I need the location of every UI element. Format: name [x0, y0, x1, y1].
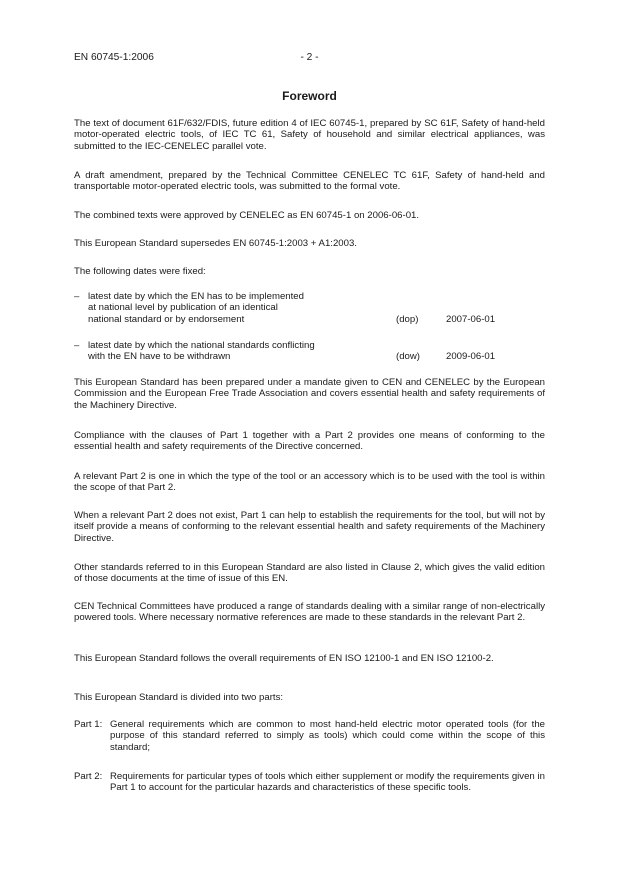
- date-code: (dow): [396, 351, 420, 363]
- part-label: Part 2:: [74, 771, 103, 782]
- paragraph-13: This European Standard is divided into two parts:: [74, 692, 284, 703]
- dash-bullet: –: [74, 291, 80, 302]
- paragraph-2: A draft amendment, prepared by the Technical Committee CENELEC TC 61F, Safety of hand-held and transportable motor-operated electric tools, was submitted to the formal vote.: [74, 170, 545, 193]
- date-description-line: with the EN have to be withdrawn: [88, 351, 231, 363]
- paragraph-3: The combined texts were approved by CENELEC as EN 60745-1 on 2006-06-01.: [74, 210, 420, 221]
- paragraph-5: The following dates were fixed:: [74, 266, 206, 277]
- part-label: Part 1:: [74, 719, 103, 730]
- date-description-line: latest date by which the national standards conflicting: [88, 340, 315, 351]
- paragraph-9: When a relevant Part 2 does not exist, Part 1 can help to establish the requirements for the tool, but will not by itself provide a means of conforming to the relevant essential health and safety requirements of the Machinery Directive.: [74, 510, 545, 544]
- date-item-dow: [74, 340, 545, 364]
- part-1-item: [74, 719, 545, 755]
- paragraph-11: CEN Technical Committees have produced a range of standards dealing with a similar range of non-electrically powered tools. Where necessary normative references are made to these standards in the relevant Part 2.: [74, 601, 545, 624]
- paragraph-6: This European Standard has been prepared under a mandate given to CEN and CENELEC by the European Commission and the European Free Trade Association and covers essential health and safety requirements of the Machinery Directive.: [74, 377, 545, 411]
- paragraph-7: Compliance with the clauses of Part 1 together with a Part 2 provides one means of conforming to the essential health and safety requirements of the Directive concerned.: [74, 430, 545, 453]
- part-description: General requirements which are common to most hand-held electric motor operated tools (for the purpose of this standard referred to simply as tools) which could come within the scope of this standard;: [110, 719, 545, 753]
- dash-bullet: –: [74, 340, 80, 351]
- paragraph-12: This European Standard follows the overall requirements of EN ISO 12100-1 and EN ISO 12100-2.: [74, 653, 494, 664]
- page-number: - 2 -: [300, 52, 319, 63]
- date-value: 2007-06-01: [446, 313, 496, 325]
- date-description: [88, 291, 378, 325]
- part-2-item: [74, 771, 545, 807]
- date-code: (dop): [396, 313, 419, 325]
- date-description-line: national standard or by endorsement: [88, 313, 245, 325]
- date-description: [88, 340, 378, 363]
- paragraph-4: This European Standard supersedes EN 60745-1:2003 + A1:2003.: [74, 238, 357, 249]
- date-description-line: latest date by which the EN has to be implemented: [88, 291, 304, 302]
- paragraph-8: A relevant Part 2 is one in which the type of the tool or an accessory which is to be used with the tool is within the scope of that Part 2.: [74, 471, 545, 494]
- document-id: EN 60745-1:2006: [74, 52, 154, 63]
- page-title: Foreword: [282, 89, 337, 103]
- paragraph-10: Other standards referred to in this European Standard are also listed in Clause 2, which gives the valid edition of those documents at the time of issue of this EN.: [74, 562, 545, 585]
- date-item-dop: [74, 291, 545, 327]
- date-value: 2009-06-01: [446, 351, 496, 363]
- date-description-line: at national level by publication of an identical: [88, 302, 278, 314]
- paragraph-1: The text of document 61F/632/FDIS, future edition 4 of IEC 60745-1, prepared by SC 61F, Safety of hand-held motor-operated electric tools, of IEC TC 61, Safety of household and similar electrical appliances, was submitted to the IEC-CENELEC parallel vote.: [74, 118, 545, 152]
- part-description: Requirements for particular types of tools which either supplement or modify the requirements given in Part 1 to account for the particular hazards and characteristics of these specific tools.: [110, 771, 545, 794]
